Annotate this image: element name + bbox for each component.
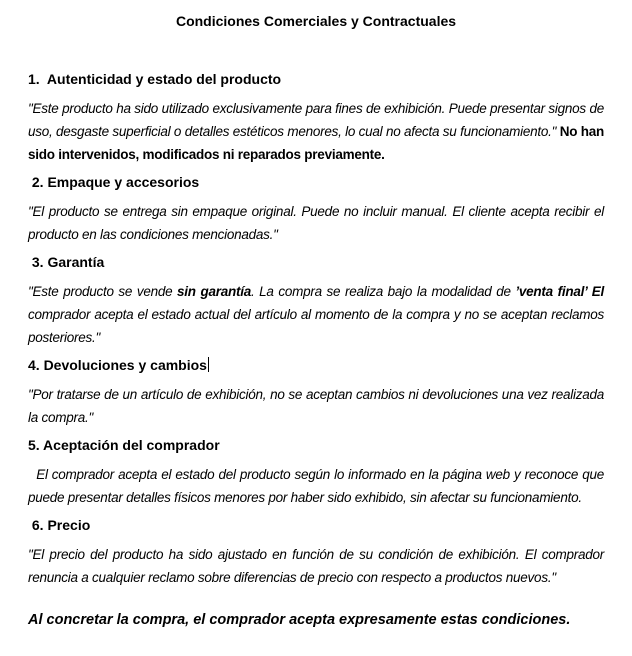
contract-section	[28, 517, 608, 589]
text-run: No han sido intervenidos, modificados ni reparados previamente.	[28, 124, 608, 162]
contract-section	[28, 71, 608, 166]
section-heading-text: 5. Aceptación del comprador	[28, 437, 220, 453]
contract-section	[28, 357, 608, 429]
text-run: El comprador acepta el estado del producto según lo informado en la página web y reconoce que puede presentar detalles físicos menores por haber sido exhibido, sin afectar su funcionamiento.	[28, 467, 608, 505]
section-paragraph[interactable]	[28, 200, 608, 246]
contract-section	[28, 437, 608, 509]
section-heading-text: 6. Precio	[28, 517, 91, 533]
section-heading-text: 1. Autenticidad y estado del producto	[28, 71, 282, 87]
text-run: "Este producto se vende	[28, 284, 178, 299]
section-heading[interactable]	[28, 357, 604, 374]
text-run: "El precio del producto ha sido ajustado en función de su condición de exhibición. El comprador renuncia a cualquier reclamo sobre diferencias de precio con respecto a productos nuevos."	[28, 547, 608, 585]
section-heading[interactable]	[28, 71, 604, 88]
document-title[interactable]: Condiciones Comerciales y Contractuales	[175, 13, 457, 29]
contract-section	[28, 174, 608, 246]
section-heading[interactable]	[28, 437, 604, 454]
section-heading[interactable]	[28, 174, 604, 191]
sections-container	[28, 71, 608, 589]
text-run: . La compra se realiza bajo la modalidad de	[251, 284, 516, 299]
text-run: sin garantía	[177, 284, 251, 299]
section-paragraph[interactable]	[28, 463, 608, 509]
section-heading-text: 2. Empaque y accesorios	[28, 174, 200, 190]
section-heading[interactable]	[28, 254, 604, 271]
contract-section	[28, 254, 608, 349]
text-cursor	[208, 357, 210, 372]
section-paragraph[interactable]	[28, 280, 608, 349]
text-run: "Este producto ha sido utilizado exclusivamente para fines de exhibición. Puede presentar signos de uso, desgaste superficial o detalles estéticos menores, lo cual no afecta su funcionamiento."	[28, 101, 608, 139]
section-paragraph[interactable]	[28, 97, 608, 166]
text-run: "El producto se entrega sin empaque original. Puede no incluir manual. El cliente acepta recibir el producto en las condiciones mencionadas."	[28, 204, 608, 242]
section-heading-text: 4. Devoluciones y cambios	[28, 357, 207, 373]
text-run: comprador acepta el estado actual del artículo al momento de la compra y no se aceptan reclamos posteriores."	[28, 284, 608, 345]
text-run: "Por tratarse de un artículo de exhibición, no se aceptan cambios ni devoluciones una vez realizada la compra."	[28, 387, 608, 425]
closing-statement[interactable]: Al concretar la compra, el comprador acepta expresamente estas condiciones.	[28, 612, 571, 628]
section-paragraph[interactable]	[28, 543, 608, 589]
text-run: ’venta final’ El	[515, 284, 604, 299]
section-paragraph[interactable]	[28, 383, 608, 429]
section-heading-text: 3. Garantía	[28, 254, 105, 270]
section-heading[interactable]	[28, 517, 604, 534]
